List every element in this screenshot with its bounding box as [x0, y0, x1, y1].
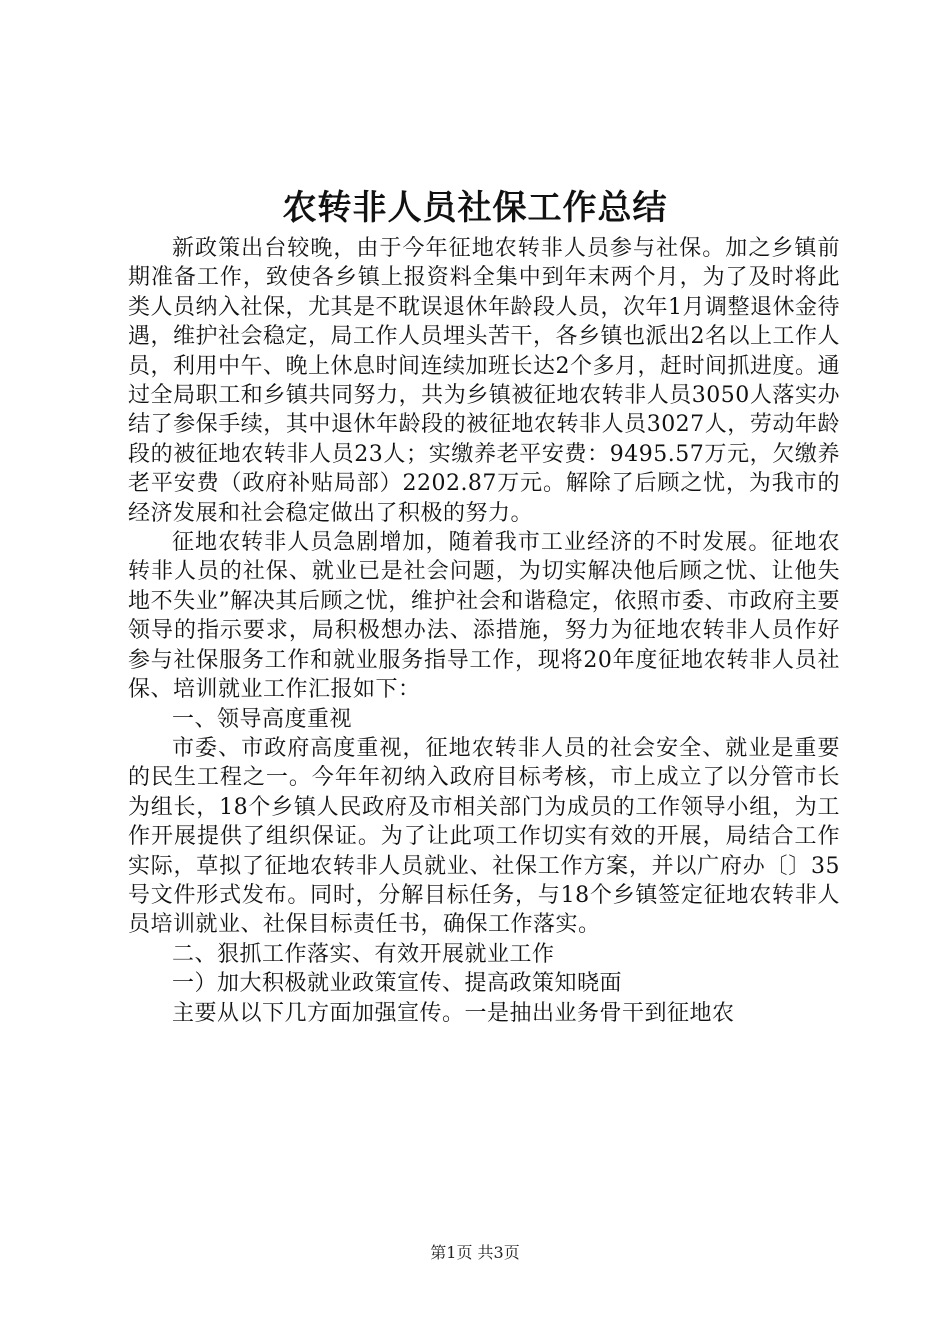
paragraph-leadership: 市委、市政府高度重视，征地农转非人员的社会安全、就业是重要的民生工程之一。今年年初纳入政府目标考核，市上成立了以分管市长为组长，18个乡镇人民政府及市相关部门为成员的工作领导小组，为工作开展提供了组织保证。为了让此项工作切实有效的开展，局结合工作实际，草拟了征地农转非人员就业、社保工作方案，并以广府办〔〕35号文件形式发布。同时，分解目标任务，与18个乡镇签定征地农转非人员培训就业、社保目标责任书，确保工作落实。 [128, 735, 840, 938]
page-footer: 第1页 共3页 [430, 1243, 520, 1262]
paragraph-publicity: 主要从以下几方面加强宣传。一是抽出业务骨干到征地农 [172, 1000, 735, 1026]
paragraph-background: 征地农转非人员急剧增加，随着我市工业经济的不时发展。征地农转非人员的社保、就业已是社会问题，为切实解决他后顾之忧、让他失地不失业”解决其后顾之忧，维护社会和谐稳定，依照市委、市政府主要领导的指示要求，局积极想办法、添措施，努力为征地农转非人员作好参与社保服务工作和就业服务指导工作，现将20年度征地农转非人员社保、培训就业工作汇报如下： [128, 530, 840, 703]
section-heading-1: 一、领导高度重视 [172, 706, 353, 732]
section-heading-2: 二、狠抓工作落实、有效开展就业工作 [172, 941, 555, 967]
paragraph-intro: 新政策出台较晚，由于今年征地农转非人员参与社保。加之乡镇前期准备工作，致使各乡镇上报资料全集中到年末两个月，为了及时将此类人员纳入社保，尤其是不耽误退休年龄段人员，次年1月调整退休金待遇，维护社会稳定，局工作人员埋头苦干，各乡镇也派出2名以上工作人员，利用中午、晚上休息时间连续加班长达2个多月，赶时间抓进度。通过全局职工和乡镇共同努力，共为乡镇被征地农转非人员3050人落实办结了参保手续，其中退休年龄段的被征地农转非人员3027人，劳动年龄段的被征地农转非人员23人；实缴养老平安费：9495.57万元，欠缴养老平安费（政府补贴局部）2202.87万元。解除了后顾之忧，为我市的经济发展和社会稳定做出了积极的努力。 [128, 236, 840, 526]
document-body [128, 234, 840, 1028]
subsection-heading-1: 一）加大积极就业政策宣传、提高政策知晓面 [172, 971, 623, 997]
document-title: 农转非人员社保工作总结 [282, 188, 668, 228]
